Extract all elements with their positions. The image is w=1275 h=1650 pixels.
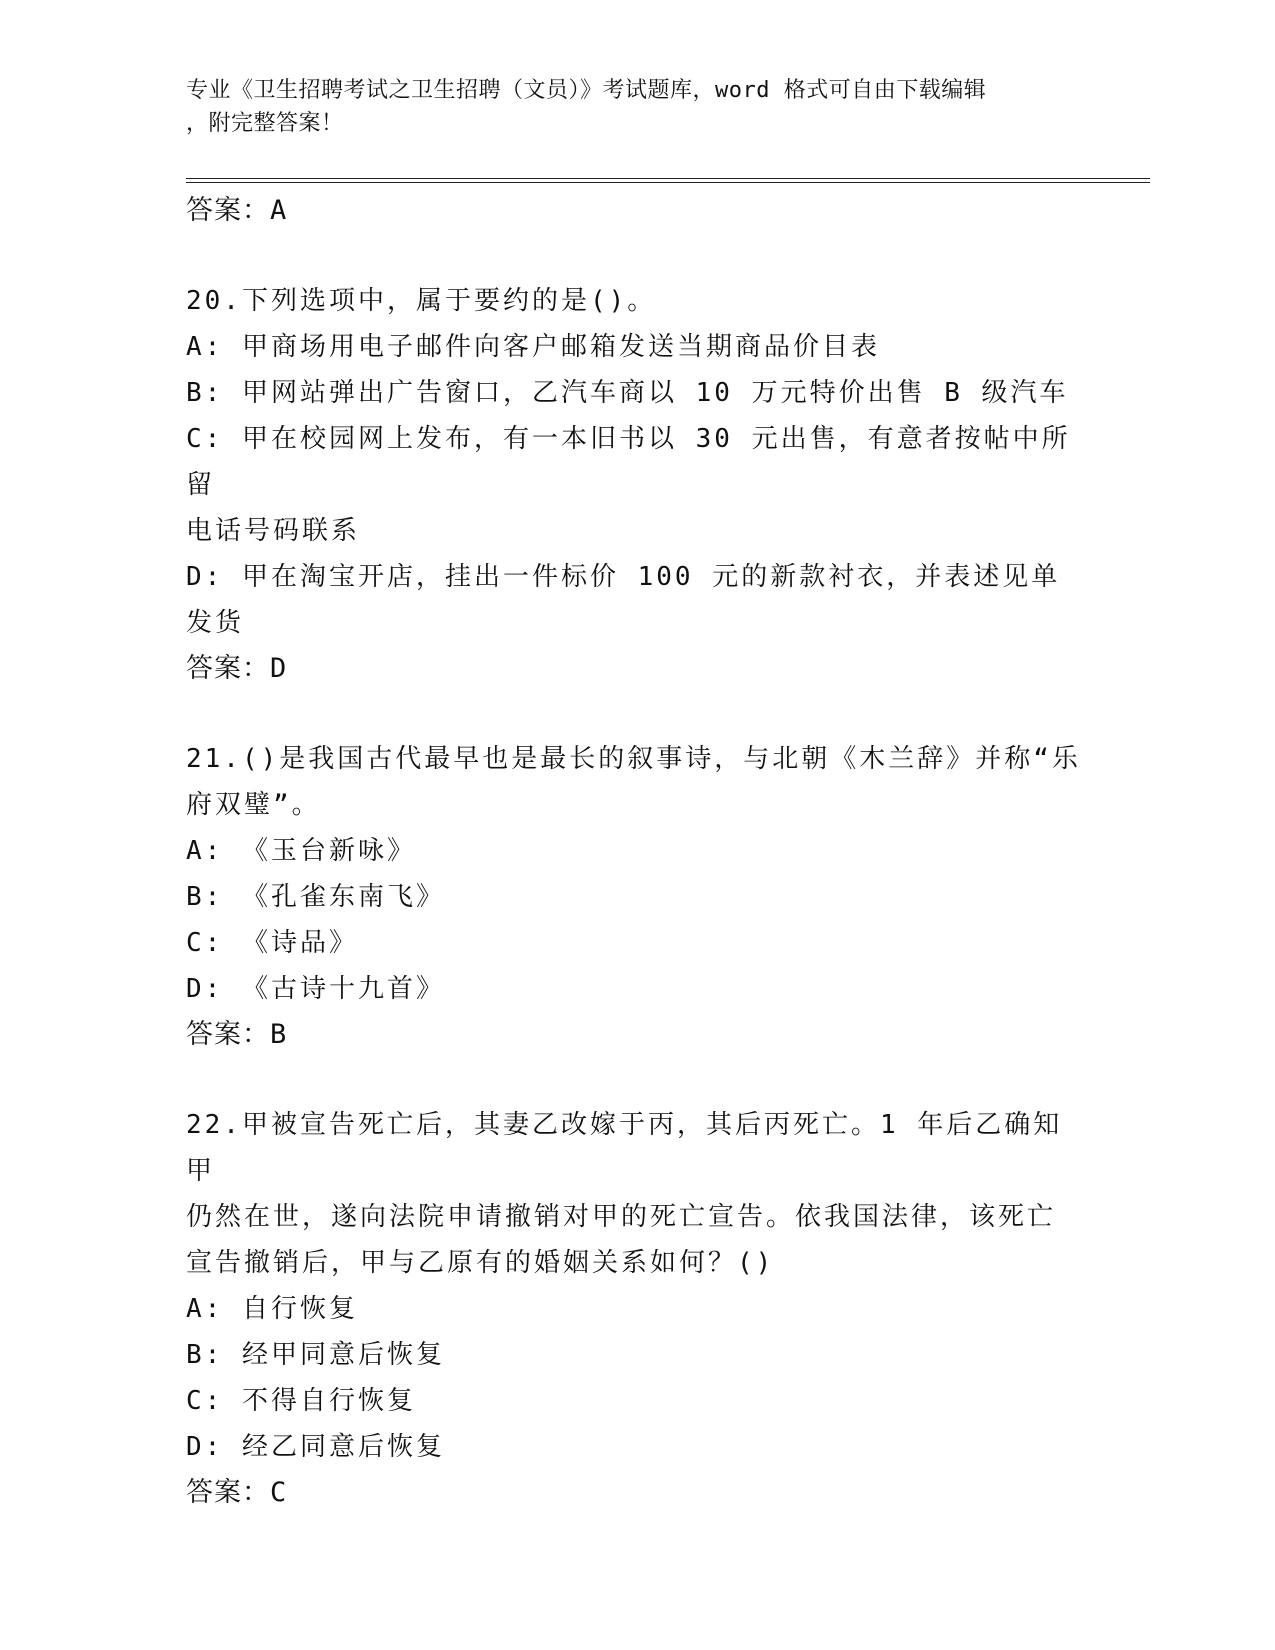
answer-value: D bbox=[270, 653, 288, 684]
answer-label: 答案： bbox=[186, 195, 270, 226]
question-block bbox=[186, 278, 1086, 692]
answer-line bbox=[186, 646, 1086, 692]
question-text: 21.()是我国古代最早也是最长的叙事诗，与北朝《木兰辞》并称“乐 bbox=[186, 744, 1081, 774]
option-b: B: 甲网站弹出广告窗口，乙汽车商以 10 万元特价出售 B 级汽车 bbox=[186, 378, 1069, 408]
answer-label: 答案： bbox=[186, 1477, 270, 1508]
answer-line bbox=[186, 188, 1086, 234]
question-text-continued: 府双璧”。 bbox=[186, 790, 321, 820]
answer-line bbox=[186, 1012, 1086, 1058]
option-a: A: 《玉台新咏》 bbox=[186, 836, 416, 866]
header-line-1: 专业《卫生招聘考试之卫生招聘（文员）》考试题库，word 格式可自由下载编辑 bbox=[186, 78, 987, 103]
option-c: C: 不得自行恢复 bbox=[186, 1386, 416, 1416]
option-c-continued: 电话号码联系 bbox=[186, 516, 361, 546]
option-a: A: 自行恢复 bbox=[186, 1294, 358, 1324]
question-text: 20.下列选项中，属于要约的是()。 bbox=[186, 286, 657, 316]
option-b: B: 经甲同意后恢复 bbox=[186, 1340, 445, 1370]
answer-value: B bbox=[270, 1019, 288, 1050]
question-block bbox=[186, 1102, 1086, 1516]
answer-value: C bbox=[270, 1477, 288, 1508]
option-c: C: 甲在校园网上发布，有一本旧书以 30 元出售，有意者按帖中所留 bbox=[186, 424, 1071, 500]
answer-label: 答案： bbox=[186, 1019, 270, 1050]
header-divider bbox=[186, 178, 1150, 183]
option-d: D: 经乙同意后恢复 bbox=[186, 1432, 445, 1462]
option-d: D: 甲在淘宝开店，挂出一件标价 100 元的新款衬衣，并表述见单发货 bbox=[186, 562, 1061, 638]
option-d: D: 《古诗十九首》 bbox=[186, 974, 445, 1004]
question-block bbox=[186, 736, 1086, 1058]
question-list bbox=[186, 188, 1086, 1516]
question-text-continued: 宣告撤销后，甲与乙原有的婚姻关系如何？() bbox=[186, 1248, 775, 1278]
option-c: C: 《诗品》 bbox=[186, 928, 358, 958]
option-a: A: 甲商场用电子邮件向客户邮箱发送当期商品价目表 bbox=[186, 332, 880, 362]
question-text-continued: 仍然在世，遂向法院申请撤销对甲的死亡宣告。依我国法律，该死亡 bbox=[186, 1202, 1057, 1232]
answer-line bbox=[186, 1470, 1086, 1516]
answer-label: 答案： bbox=[186, 653, 270, 684]
question-text: 22.甲被宣告死亡后，其妻乙改嫁于丙，其后丙死亡。1 年后乙确知甲 bbox=[186, 1110, 1063, 1186]
header-line-2: ，附完整答案！ bbox=[186, 111, 344, 136]
answer-value: A bbox=[270, 195, 288, 226]
document-header bbox=[186, 74, 1066, 140]
option-b: B: 《孔雀东南飞》 bbox=[186, 882, 445, 912]
